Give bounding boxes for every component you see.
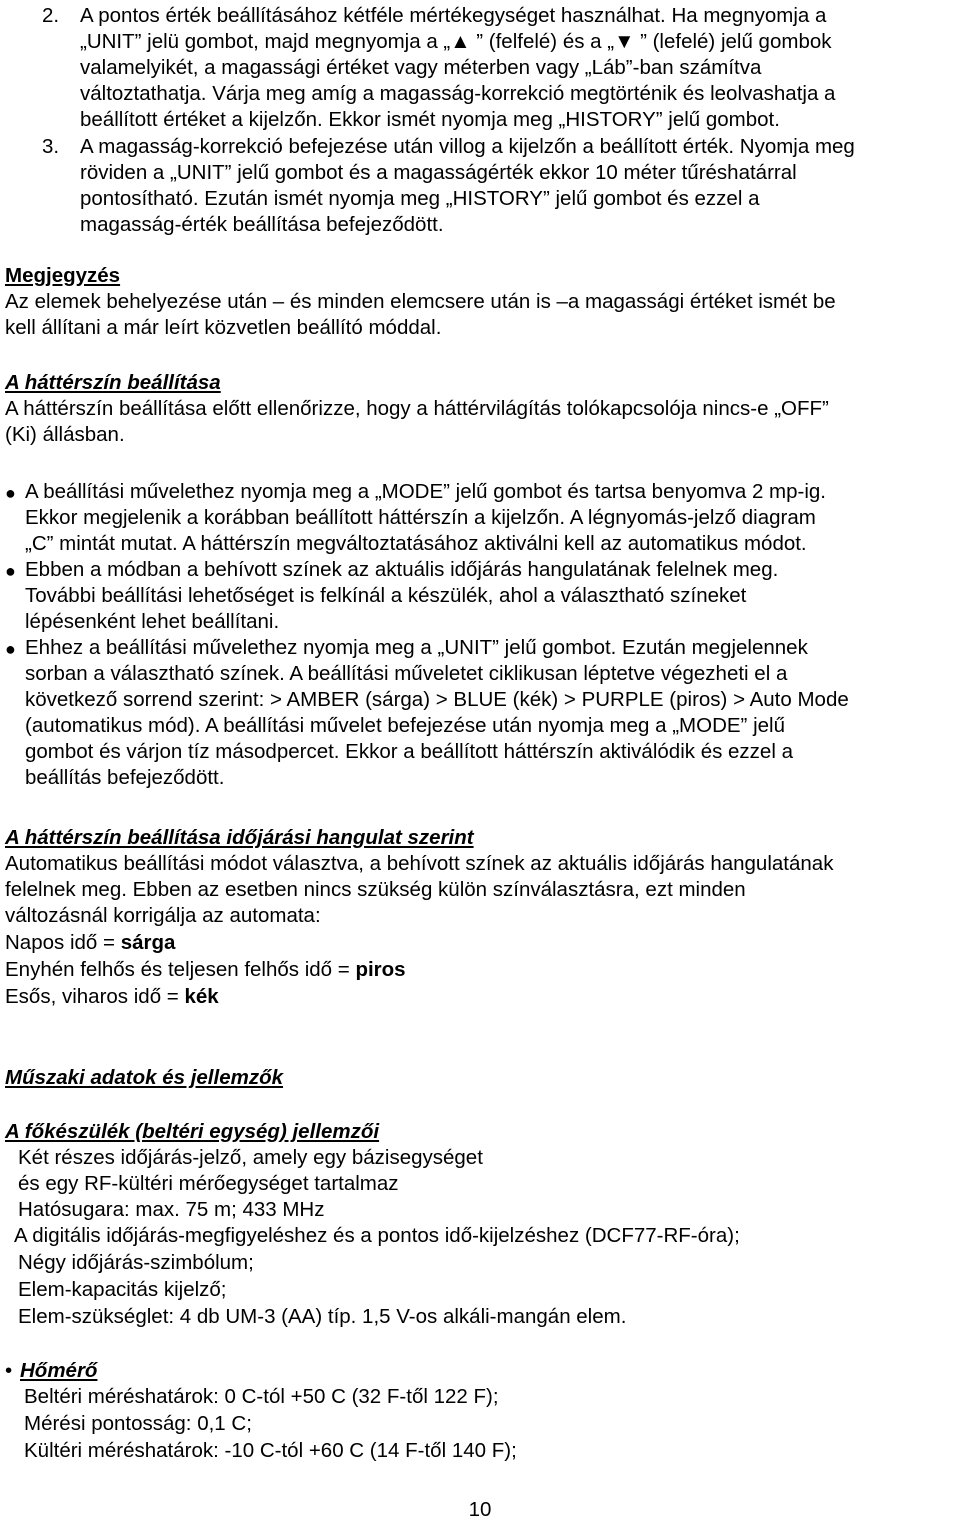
bullet-1-line-3: „C” mintát mutat. A háttérszín megváltoztatásához aktiválni kell az automatikus módot.	[25, 532, 807, 555]
note-line-2: kell állítani a már leírt közvetlen beállító móddal.	[5, 316, 442, 339]
weather-row-value: sárga	[120, 931, 176, 954]
background-intro-line-1: A háttérszín beállítása előtt ellenőrizze, hogy a háttérvilágítás tolókapcsolója nincs-e „OFF”	[5, 397, 829, 420]
bullet-1-line-2: Ekkor megjelenik a korábban beállított háttérszín a kijelzőn. A légnyomás-jelző diagram	[25, 506, 816, 529]
list-item-3-line-2: röviden a „UNIT” jelű gombot és a magasságérték ekkor 10 méter tűréshatárral	[80, 161, 797, 184]
list-item-2-line-1: A pontos érték beállításához kétféle mértékegységet használhat. Ha megnyomja a	[80, 4, 827, 27]
bullet-3-line-6: beállítás befejeződött.	[25, 766, 225, 789]
main-unit-line-3: Hatósugara: max. 75 m; 433 MHz	[18, 1198, 325, 1221]
list-item-3-line-3: pontosítható. Ezután ismét nyomja meg „HISTORY” jelű gombot és ezzel a	[80, 187, 760, 210]
main-unit-line-5: Négy időjárás-szimbólum;	[18, 1251, 254, 1274]
weather-row-rainy	[5, 984, 219, 1010]
list-item-2-line-5: beállított értéket a kijelzőn. Ekkor ismét nyomja meg „HISTORY” jelű gombot.	[80, 108, 780, 131]
section-heading-specs: Műszaki adatok és jellemzők	[5, 1066, 284, 1089]
thermometer-line-3: Kültéri méréshatárok: -10 C-tól +60 C (14 F-től 140 F);	[24, 1439, 517, 1462]
background-intro-line-2: (Ki) állásban.	[5, 423, 125, 446]
bullet-2-line-2: További beállítási lehetőséget is felkínál a készülék, ahol a választható színeket	[25, 584, 747, 607]
bullet-icon: ●	[5, 561, 16, 581]
weather-row-sunny	[5, 930, 175, 956]
bullet-icon: •	[5, 1359, 13, 1382]
weather-row-label: Napos idő =	[5, 931, 121, 954]
section-heading-thermometer: Hőmérő	[20, 1359, 98, 1382]
list-item-2-line-2: „UNIT” jelü gombot, majd megnyomja a „▲ ” (felfelé) és a „▼ ” (lefelé) jelű gombok	[80, 30, 832, 53]
weather-row-label: Enyhén felhős és teljesen felhős idő =	[5, 958, 356, 981]
bullet-3-line-1: Ehhez a beállítási művelethez nyomja meg a „UNIT” jelű gombot. Ezután megjelennek	[25, 636, 808, 659]
main-unit-line-4: A digitális időjárás-megfigyeléshez és a pontos idő-kijelzéshez (DCF77-RF-óra);	[14, 1224, 740, 1247]
list-item-3-line-4: magasság-érték beállítása befejeződött.	[80, 213, 444, 236]
note-line-1: Az elemek behelyezése után – és minden elemcsere után is –a magassági értéket ismét be	[5, 290, 836, 313]
weather-line-3: változásnál korrigálja az automata:	[5, 904, 321, 927]
page-number: 10	[468, 1498, 492, 1521]
list-item-2-line-3: valamelyikét, a magassági értéket vagy méterben vagy „Láb”-ban számítva	[80, 56, 762, 79]
weather-line-1: Automatikus beállítási módot választva, a behívott színek az aktuális időjárás hangulatának	[5, 852, 834, 875]
bullet-1-line-1: A beállítási művelethez nyomja meg a „MODE” jelű gombot és tartsa benyomva 2 mp-ig.	[25, 480, 826, 503]
bullet-3-line-2: sorban a választható színek. A beállítási műveletet ciklikusan léptetve végezheti el a	[25, 662, 788, 685]
bullet-icon: ●	[5, 483, 16, 503]
bullet-2-line-1: Ebben a módban a behívott színek az aktuális időjárás hangulatának felelnek meg.	[25, 558, 779, 581]
list-number-3: 3.	[42, 135, 60, 158]
thermometer-line-1: Beltéri méréshatárok: 0 C-tól +50 C (32 F-től 122 F);	[24, 1385, 499, 1408]
list-item-3-line-1: A magasság-korrekció befejezése után villog a kijelzőn a beállított érték. Nyomja meg	[80, 135, 855, 158]
main-unit-line-6: Elem-kapacitás kijelző;	[18, 1278, 227, 1301]
bullet-3-line-3: következő sorrend szerint: > AMBER (sárga) > BLUE (kék) > PURPLE (piros) > Auto Mode	[25, 688, 849, 711]
weather-line-2: felelnek meg. Ebben az esetben nincs szükség külön színválasztásra, ezt minden	[5, 878, 746, 901]
bullet-3-line-5: gombot és várjon tíz másodpercet. Ekkor a beállított háttérszín aktiválódik és ezzel a	[25, 740, 793, 763]
note-heading: Megjegyzés	[5, 264, 121, 287]
section-heading-background: A háttérszín beállítása	[5, 371, 221, 394]
main-unit-line-2: és egy RF-kültéri mérőegységet tartalmaz	[18, 1172, 399, 1195]
bullet-3-line-4: (automatikus mód). A beállítási művelet befejezése után nyomja meg a „MODE” jelű	[25, 714, 785, 737]
weather-row-value: piros	[355, 958, 406, 981]
thermometer-line-2: Mérési pontosság: 0,1 C;	[24, 1412, 252, 1435]
bullet-2-line-3: lépésenként lehet beállítani.	[25, 610, 280, 633]
main-unit-line-7: Elem-szükséglet: 4 db UM-3 (AA) típ. 1,5 V-os alkáli-mangán elem.	[18, 1305, 627, 1328]
weather-row-value: kék	[184, 985, 219, 1008]
section-heading-main-unit: A főkészülék (beltéri egység) jellemzői	[5, 1120, 380, 1143]
weather-row-label: Esős, viharos idő =	[5, 985, 185, 1008]
bullet-icon: ●	[5, 639, 16, 659]
section-heading-weather: A háttérszín beállítása időjárási hangulat szerint	[5, 826, 474, 849]
list-item-2-line-4: változtathatja. Várja meg amíg a magasság-korrekció megtörténik és leolvashatja a	[80, 82, 836, 105]
main-unit-line-1: Két részes időjárás-jelző, amely egy bázisegységet	[18, 1146, 483, 1169]
weather-row-cloudy	[5, 957, 406, 983]
list-number-2: 2.	[42, 4, 60, 27]
